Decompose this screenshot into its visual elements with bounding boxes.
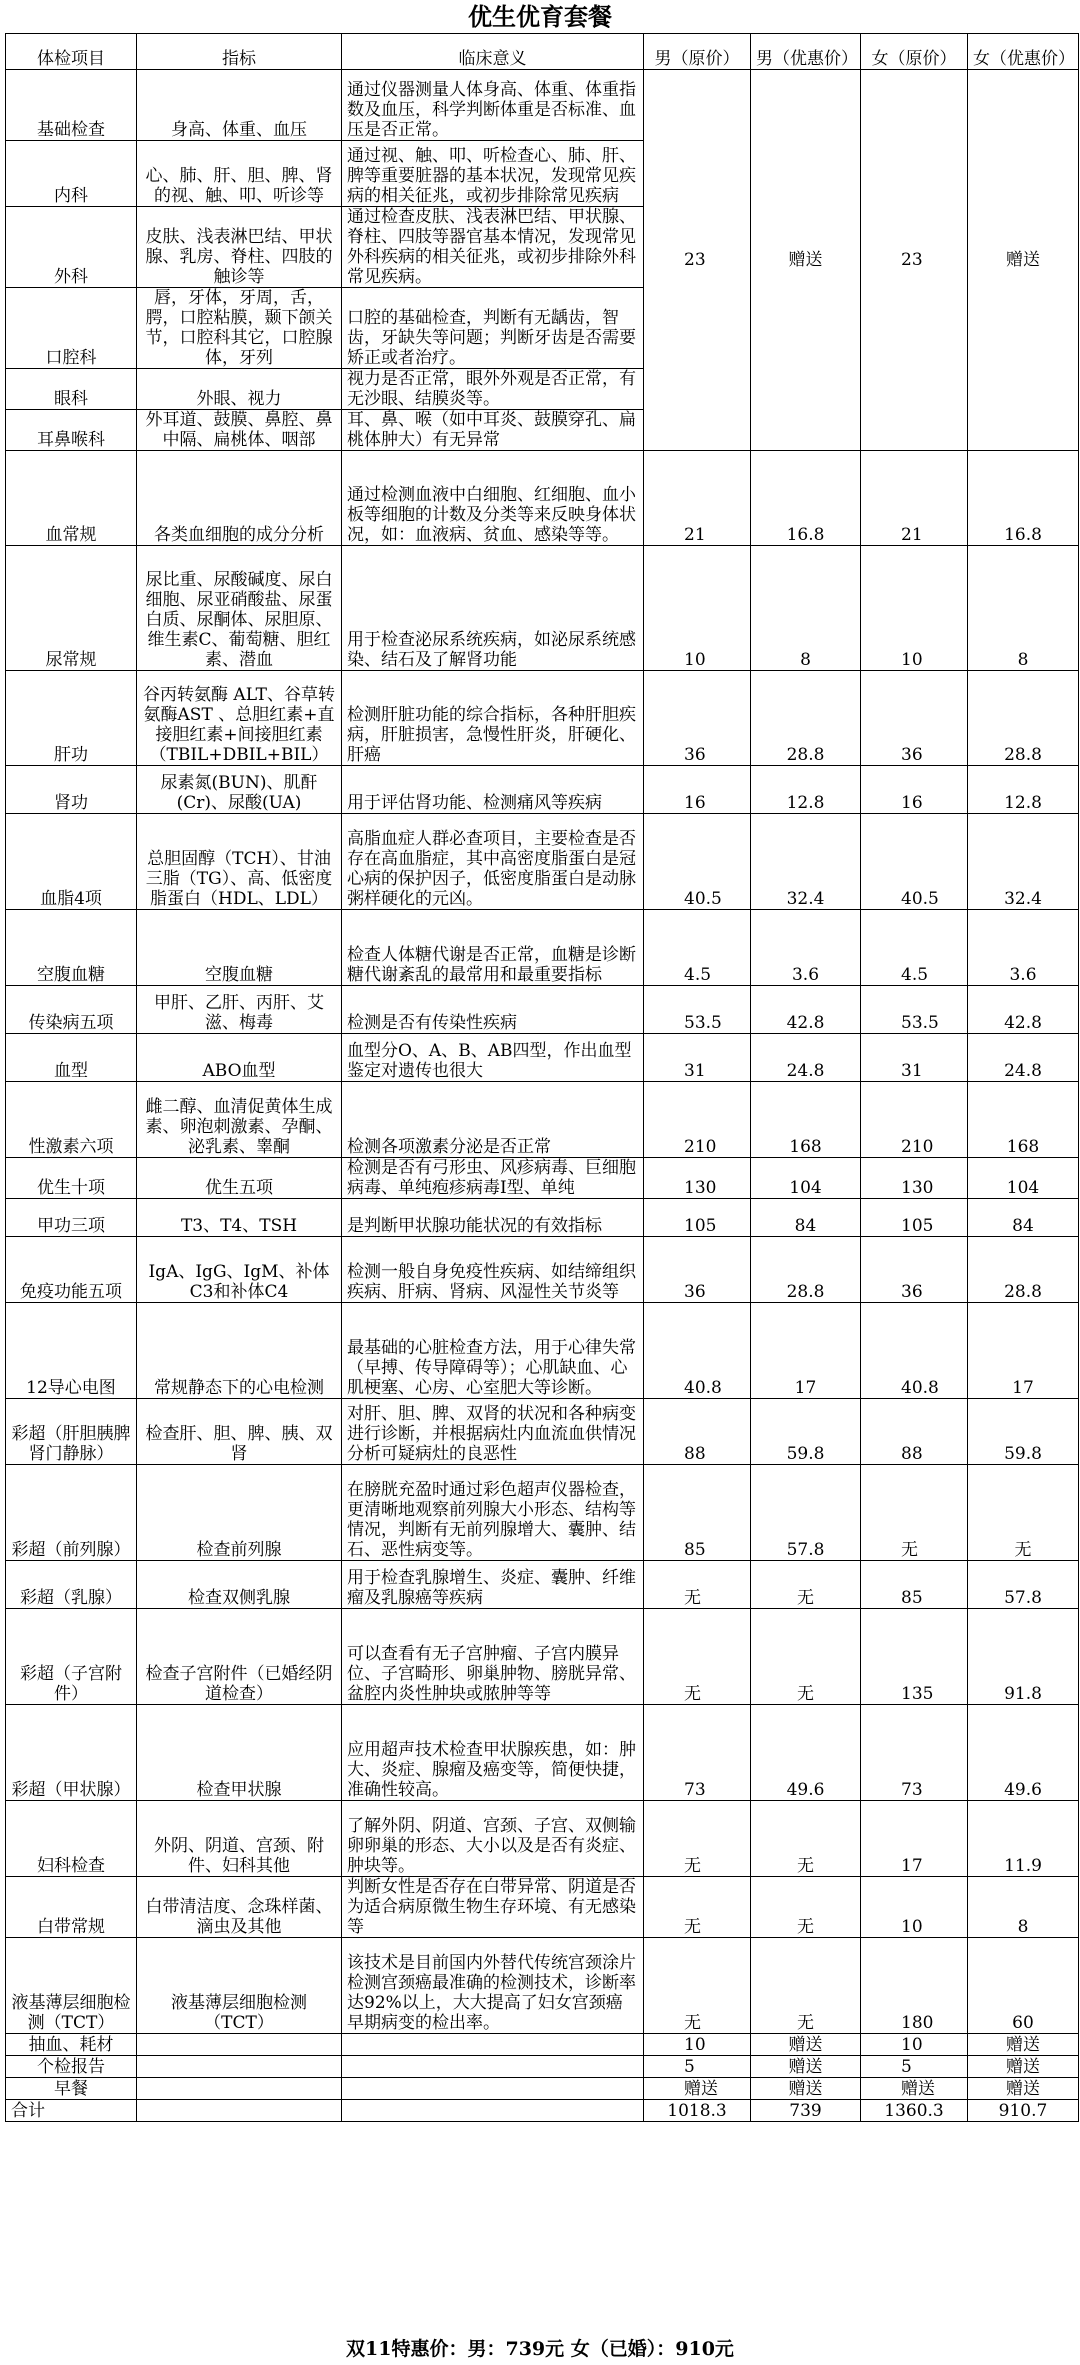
price-cell: 12.8 [968,766,1079,814]
item-cell: 性激素六项 [6,1082,137,1158]
price-cell: 赠送 [644,2078,751,2100]
price-cell: 36 [861,1237,968,1303]
price-cell: 32.4 [968,814,1079,910]
table-row [6,1561,1079,1609]
meaning-cell: 检测是否有传染性疾病 [342,986,644,1034]
special-price-footer: 双11特惠价：男：739元 女（已婚）：910元 [346,2338,734,2360]
item-cell: 肾功 [6,766,137,814]
page-title: 优生优育套餐 [468,2,612,31]
indicator-cell: 皮肤、浅表淋巴结、甲状腺、乳房、脊柱、四肢的触诊等 [137,207,342,288]
price-cell: 4.5 [861,910,968,986]
table-row [6,671,1079,766]
table-row [6,1237,1079,1303]
price-cell: 40.8 [861,1303,968,1399]
price-cell: 8 [968,1877,1079,1938]
price-cell: 无 [751,1938,861,2034]
item-cell: 甲功三项 [6,1199,137,1237]
item-cell: 肝功 [6,671,137,766]
header-cell: 女（原价） [861,34,968,70]
price-cell: 无 [751,1561,861,1609]
price-cell: 105 [861,1199,968,1237]
table-row [6,1465,1079,1561]
table-row [6,1034,1079,1082]
price-cell: 59.8 [968,1399,1079,1465]
price-cell: 57.8 [968,1561,1079,1609]
table-row [6,451,1079,546]
item-cell: 12导心电图 [6,1303,137,1399]
price-cell: 168 [751,1082,861,1158]
price-cell: 28.8 [751,671,861,766]
indicator-cell: 空腹血糖 [137,910,342,986]
price-cell: 赠送 [751,2034,861,2056]
price-cell: 40.8 [644,1303,751,1399]
price-cell: 36 [644,671,751,766]
meaning-cell [342,2078,644,2100]
meaning-cell: 检测一般自身免疫性疾病、如结缔组织疾病、肝病、肾病、风湿性关节炎等 [342,1237,644,1303]
item-cell: 血型 [6,1034,137,1082]
meaning-cell: 判断女性是否存在白带异常、阴道是否为适合病原微生物生存环境、有无感染等 [342,1877,644,1938]
meaning-cell: 检测是否有弓形虫、风疹病毒、巨细胞病毒、单纯疱疹病毒I型、单纯 [342,1158,644,1199]
price-cell: 31 [861,1034,968,1082]
table-row [6,2034,1079,2056]
price-cell: 16 [644,766,751,814]
price-cell: 11.9 [968,1801,1079,1877]
indicator-cell [137,2078,342,2100]
item-cell: 彩超（甲状腺） [6,1705,137,1801]
meaning-cell: 应用超声技术检查甲状腺疾患，如：肿大、炎症、腺瘤及癌变等，简便快捷，准确性较高。 [342,1705,644,1801]
price-cell: 无 [644,1801,751,1877]
price-cell: 73 [644,1705,751,1801]
price-cell: 23 [644,70,751,451]
item-cell: 妇科检查 [6,1801,137,1877]
table-row [6,910,1079,986]
item-cell: 眼科 [6,369,137,410]
meaning-cell: 检测各项激素分泌是否正常 [342,1082,644,1158]
indicator-cell: 优生五项 [137,1158,342,1199]
price-cell: 17 [968,1303,1079,1399]
total-cell: 910.7 [968,2100,1079,2122]
price-cell: 赠送 [968,70,1079,451]
meaning-cell: 用于评估肾功能、检测痛风等疾病 [342,766,644,814]
indicator-cell: 身高、体重、血压 [137,70,342,141]
meaning-cell: 该技术是目前国内外替代传统宫颈涂片检测宫颈癌最准确的检测技术，诊断率达92%以上，大大提高了妇女宫颈癌早期病变的检出率。 [342,1938,644,2034]
price-cell: 10 [861,2034,968,2056]
empty-cell [137,2100,342,2122]
price-cell: 赠送 [751,2056,861,2078]
item-cell: 血常规 [6,451,137,546]
indicator-cell [137,2056,342,2078]
price-cell: 24.8 [968,1034,1079,1082]
meaning-cell: 在膀胱充盈时通过彩色超声仪器检查，更清晰地观察前列腺大小形态、结构等情况，判断有无前列腺增大、囊肿、结石、恶性病变等。 [342,1465,644,1561]
header-cell: 女（优惠价） [968,34,1079,70]
table-row [6,2078,1079,2100]
price-cell: 无 [644,1609,751,1705]
price-cell: 36 [861,671,968,766]
total-cell: 1018.3 [644,2100,751,2122]
item-cell: 彩超（子宫附件） [6,1609,137,1705]
indicator-cell: 各类血细胞的成分分析 [137,451,342,546]
price-cell: 104 [968,1158,1079,1199]
table-row [6,1158,1079,1199]
meaning-cell: 通过检查皮肤、浅表淋巴结、甲状腺、脊柱、四肢等器官基本情况，发现常见外科疾病的相关征兆，或初步排除外科常见疾病。 [342,207,644,288]
price-cell: 84 [968,1199,1079,1237]
price-table [5,33,1079,2122]
table-row [6,1938,1079,2034]
table-row [6,1877,1079,1938]
meaning-cell: 耳、鼻、喉（如中耳炎、鼓膜穿孔、扁桃体肿大）有无异常 [342,410,644,451]
meaning-cell [342,2056,644,2078]
price-cell: 21 [644,451,751,546]
price-cell: 3.6 [968,910,1079,986]
price-cell: 16.8 [968,451,1079,546]
price-cell: 赠送 [751,70,861,451]
indicator-cell: 尿比重、尿酸碱度、尿白细胞、尿亚硝酸盐、尿蛋白质、尿酮体、尿胆原、维生素C、葡萄糖、胆红素、潜血 [137,546,342,671]
item-cell: 液基薄层细胞检测（TCT） [6,1938,137,2034]
indicator-cell: 甲肝、乙肝、丙肝、艾滋、梅毒 [137,986,342,1034]
price-cell: 无 [644,1938,751,2034]
total-cell: 1360.3 [861,2100,968,2122]
indicator-cell: 检查肝、胆、脾、胰、双肾 [137,1399,342,1465]
table-row [6,1609,1079,1705]
price-cell: 10 [644,2034,751,2056]
price-cell: 23 [861,70,968,451]
price-cell: 130 [644,1158,751,1199]
empty-cell [342,2100,644,2122]
price-cell: 21 [861,451,968,546]
price-cell: 168 [968,1082,1079,1158]
indicator-cell: ABO血型 [137,1034,342,1082]
indicator-cell: 检查甲状腺 [137,1705,342,1801]
meaning-cell: 通过仪器测量人体身高、体重、体重指数及血压，科学判断体重是否标准、血压是否正常。 [342,70,644,141]
price-cell: 59.8 [751,1399,861,1465]
price-cell: 16 [861,766,968,814]
meaning-cell: 通过视、触、叩、听检查心、肺、肝、脾等重要脏器的基本状况，发现常见疾病的相关征兆，或初步排除常见疾病 [342,141,644,207]
price-cell: 3.6 [751,910,861,986]
meaning-cell: 检测肝脏功能的综合指标，各种肝胆疾病，肝脏损害，急慢性肝炎，肝硬化、肝癌 [342,671,644,766]
indicator-cell: 外阴、阴道、宫颈、附件、妇科其他 [137,1801,342,1877]
price-cell: 135 [861,1609,968,1705]
table-row [6,1399,1079,1465]
indicator-cell: 常规静态下的心电检测 [137,1303,342,1399]
indicator-cell: IgA、IgG、IgM、补体C3和补体C4 [137,1237,342,1303]
price-cell: 5 [861,2056,968,2078]
price-cell: 60 [968,1938,1079,2034]
item-cell: 基础检查 [6,70,137,141]
table-row [6,986,1079,1034]
item-cell: 外科 [6,207,137,288]
item-cell: 尿常规 [6,546,137,671]
indicator-cell: 尿素氮(BUN)、肌酐(Cr)、尿酸(UA) [137,766,342,814]
meaning-cell: 检查人体糖代谢是否正常，血糖是诊断糖代谢紊乱的最常用和最重要指标 [342,910,644,986]
meaning-cell: 口腔的基础检查，判断有无龋齿，智齿，牙缺失等问题；判断牙齿是否需要矫正或者治疗。 [342,288,644,369]
header-cell: 指标 [137,34,342,70]
indicator-cell: 外眼、视力 [137,369,342,410]
item-cell: 内科 [6,141,137,207]
item-cell: 血脂4项 [6,814,137,910]
item-cell: 空腹血糖 [6,910,137,986]
price-cell: 42.8 [968,986,1079,1034]
price-cell: 无 [751,1877,861,1938]
total-cell: 合计 [6,2100,137,2122]
total-cell: 739 [751,2100,861,2122]
price-cell: 5 [644,2056,751,2078]
indicator-cell: 心、肺、肝、胆、脾、肾的视、触、叩、听诊等 [137,141,342,207]
item-cell: 传染病五项 [6,986,137,1034]
item-cell: 早餐 [6,2078,137,2100]
item-cell: 彩超（肝胆胰脾肾门静脉） [6,1399,137,1465]
price-cell: 赠送 [751,2078,861,2100]
item-cell: 抽血、耗材 [6,2034,137,2056]
header-cell: 男（优惠价） [751,34,861,70]
price-cell: 17 [861,1801,968,1877]
meaning-cell: 通过检测血液中白细胞、红细胞、血小板等细胞的计数及分类等来反映身体状况，如：血液病、贫血、感染等等。 [342,451,644,546]
meaning-cell: 最基础的心脏检查方法，用于心律失常（早搏、传导障碍等）；心肌缺血、心肌梗塞、心房、心室肥大等诊断。 [342,1303,644,1399]
price-cell: 28.8 [968,1237,1079,1303]
price-cell: 53.5 [644,986,751,1034]
meaning-cell: 了解外阴、阴道、宫颈、子宫、双侧输卵卵巢的形态、大小以及是否有炎症、肿块等。 [342,1801,644,1877]
price-cell: 8 [968,546,1079,671]
price-cell: 40.5 [861,814,968,910]
indicator-cell: 雌二醇、血清促黄体生成素、卵泡刺激素、孕酮、泌乳素、睾酮 [137,1082,342,1158]
item-cell: 白带常规 [6,1877,137,1938]
meaning-cell: 血型分O、A、B、AB四型，作出血型鉴定对遗传也很大 [342,1034,644,1082]
price-cell: 36 [644,1237,751,1303]
meaning-cell: 高脂血症人群必查项目，主要检查是否存在高血脂症，其中高密度脂蛋白是冠心病的保护因子，低密度脂蛋白是动脉粥样硬化的元凶。 [342,814,644,910]
total-row [6,2100,1079,2122]
indicator-cell: 白带清洁度、念珠样菌、滴虫及其他 [137,1877,342,1938]
price-cell: 57.8 [751,1465,861,1561]
item-cell: 耳鼻喉科 [6,410,137,451]
indicator-cell: 检查子宫附件（已婚经阴道检查） [137,1609,342,1705]
price-cell: 赠送 [861,2078,968,2100]
header-cell: 体检项目 [6,34,137,70]
price-cell: 无 [968,1465,1079,1561]
price-cell: 赠送 [968,2078,1079,2100]
table-row [6,766,1079,814]
price-cell: 4.5 [644,910,751,986]
item-cell: 免疫功能五项 [6,1237,137,1303]
table-row [6,70,1079,141]
table-row [6,1801,1079,1877]
price-cell: 无 [861,1465,968,1561]
price-cell: 10 [861,1877,968,1938]
price-cell: 210 [644,1082,751,1158]
indicator-cell: 总胆固醇（TCH）、甘油三脂（TG）、高、低密度脂蛋白（HDL、LDL） [137,814,342,910]
meaning-cell: 用于检查乳腺增生、炎症、囊肿、纤维瘤及乳腺癌等疾病 [342,1561,644,1609]
price-cell: 28.8 [751,1237,861,1303]
indicator-cell: 检查双侧乳腺 [137,1561,342,1609]
price-cell: 32.4 [751,814,861,910]
table-row [6,2056,1079,2078]
item-cell: 口腔科 [6,288,137,369]
price-cell: 赠送 [968,2034,1079,2056]
price-cell: 42.8 [751,986,861,1034]
header-cell: 男（原价） [644,34,751,70]
price-cell: 10 [861,546,968,671]
meaning-cell: 是判断甲状腺功能状况的有效指标 [342,1199,644,1237]
price-cell: 53.5 [861,986,968,1034]
indicator-cell: 唇，牙体，牙周，舌，腭，口腔粘膜，颞下颌关节，口腔科其它，口腔腺体，牙列 [137,288,342,369]
price-cell: 84 [751,1199,861,1237]
table-row [6,1082,1079,1158]
price-cell: 28.8 [968,671,1079,766]
price-cell: 无 [751,1609,861,1705]
price-cell: 赠送 [968,2056,1079,2078]
price-cell: 88 [861,1399,968,1465]
meaning-cell: 对肝、胆、脾、双肾的状况和各种病变进行诊断，并根据病灶内血流血供情况分析可疑病灶的良恶性 [342,1399,644,1465]
price-cell: 85 [644,1465,751,1561]
header-cell: 临床意义 [342,34,644,70]
price-cell: 10 [644,546,751,671]
table-row [6,1303,1079,1399]
price-cell: 130 [861,1158,968,1199]
price-cell: 无 [644,1561,751,1609]
indicator-cell: T3、T4、TSH [137,1199,342,1237]
table-row [6,546,1079,671]
indicator-cell [137,2034,342,2056]
meaning-cell [342,2034,644,2056]
item-cell: 优生十项 [6,1158,137,1199]
price-cell: 17 [751,1303,861,1399]
price-cell: 105 [644,1199,751,1237]
table-row [6,814,1079,910]
price-cell: 49.6 [751,1705,861,1801]
price-cell: 104 [751,1158,861,1199]
price-cell: 40.5 [644,814,751,910]
price-cell: 85 [861,1561,968,1609]
price-cell: 31 [644,1034,751,1082]
meaning-cell: 视力是否正常，眼外外观是否正常，有无沙眼、结膜炎等。 [342,369,644,410]
price-cell: 180 [861,1938,968,2034]
meaning-cell: 可以查看有无子宫肿瘤、子宫内膜异位、子宫畸形、卵巢肿物、膀胱异常、盆腔内炎性肿块或脓肿等等 [342,1609,644,1705]
item-cell: 彩超（乳腺） [6,1561,137,1609]
table-row [6,1199,1079,1237]
table-row [6,1705,1079,1801]
price-cell: 8 [751,546,861,671]
indicator-cell: 谷丙转氨酶 ALT、谷草转氨酶AST 、总胆红素+直接胆红素+间接胆红素（TBIL+DBIL+BIL） [137,671,342,766]
price-cell: 210 [861,1082,968,1158]
price-cell: 73 [861,1705,968,1801]
item-cell: 彩超（前列腺） [6,1465,137,1561]
price-cell: 无 [644,1877,751,1938]
item-cell: 个检报告 [6,2056,137,2078]
indicator-cell: 液基薄层细胞检测（TCT） [137,1938,342,2034]
price-cell: 24.8 [751,1034,861,1082]
price-cell: 49.6 [968,1705,1079,1801]
meaning-cell: 用于检查泌尿系统疾病，如泌尿系统感染、结石及了解肾功能 [342,546,644,671]
indicator-cell: 外耳道、鼓膜、鼻腔、鼻中隔、扁桃体、咽部 [137,410,342,451]
price-cell: 91.8 [968,1609,1079,1705]
indicator-cell: 检查前列腺 [137,1465,342,1561]
price-cell: 16.8 [751,451,861,546]
table-header-row [6,34,1079,70]
price-cell: 88 [644,1399,751,1465]
price-cell: 无 [751,1801,861,1877]
price-cell: 12.8 [751,766,861,814]
